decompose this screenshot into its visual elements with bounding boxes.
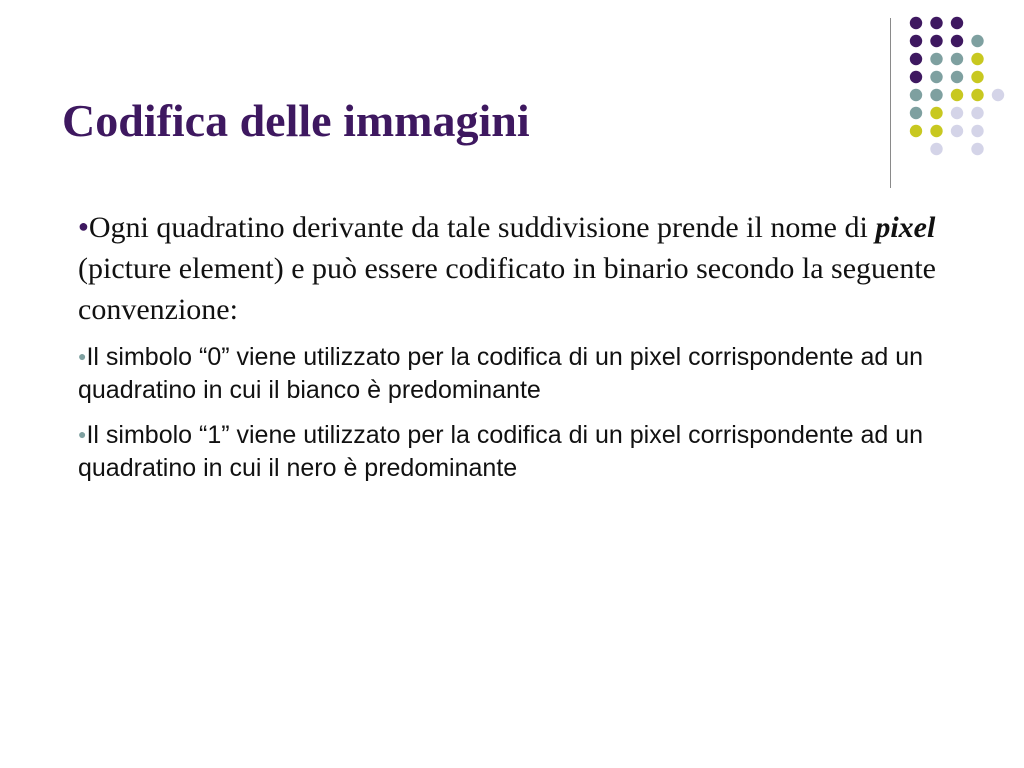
pixel-keyword: pixel — [875, 211, 936, 244]
decorative-dot — [951, 53, 963, 65]
sub-bullet-zero-symbol — [78, 340, 938, 407]
bullet-text-part: (picture element) e può essere codificato in binario secondo la seguente convenzione: — [78, 252, 936, 326]
decorative-dot — [930, 107, 942, 119]
decorative-dot — [910, 71, 922, 83]
decorative-dot — [930, 89, 942, 101]
decorative-dot — [951, 89, 963, 101]
sub-bullet-text: Il simbolo “1” viene utilizzato per la codifica di un pixel corrispondente ad un quadratino in cui il nero è predominante — [78, 421, 924, 482]
decorative-dot — [930, 53, 942, 65]
bullet-dot-icon: ● — [78, 216, 89, 236]
bullet-dot-icon: ● — [78, 426, 87, 442]
bullet-pixel-definition — [78, 206, 938, 330]
decorative-dot — [971, 71, 983, 83]
decorative-dot — [992, 89, 1004, 101]
decorative-dot — [971, 35, 983, 47]
slide-body — [78, 206, 938, 496]
decorative-dot — [930, 17, 942, 29]
decorative-dot — [910, 35, 922, 47]
decorative-dot — [910, 17, 922, 29]
decorative-dot — [951, 17, 963, 29]
decorative-dot — [951, 125, 963, 137]
bullet-dot-icon: ● — [78, 348, 87, 364]
decorative-dot — [971, 53, 983, 65]
decorative-dot — [930, 35, 942, 47]
sub-bullet-one-symbol — [78, 418, 938, 485]
decorative-dot — [971, 125, 983, 137]
decorative-dot — [930, 125, 942, 137]
decorative-dot — [971, 89, 983, 101]
decorative-dot — [930, 143, 942, 155]
divider-line — [890, 18, 891, 188]
decorative-dot — [971, 143, 983, 155]
sub-bullet-text: Il simbolo “0” viene utilizzato per la codifica di un pixel corrispondente ad un quadratino in cui il bianco è predominante — [78, 343, 924, 404]
decorative-dot — [910, 125, 922, 137]
decorative-dot — [910, 53, 922, 65]
decorative-dot — [930, 71, 942, 83]
decorative-dot-grid — [905, 15, 1005, 165]
decorative-dot — [910, 107, 922, 119]
decorative-dot — [951, 35, 963, 47]
decorative-dot — [951, 107, 963, 119]
decorative-dot — [951, 71, 963, 83]
decorative-dot — [910, 89, 922, 101]
decorative-dot — [971, 107, 983, 119]
bullet-text-part: Ogni quadratino derivante da tale suddivisione prende il nome di — [88, 211, 876, 244]
slide-title: Codifica delle immagini — [62, 95, 530, 146]
